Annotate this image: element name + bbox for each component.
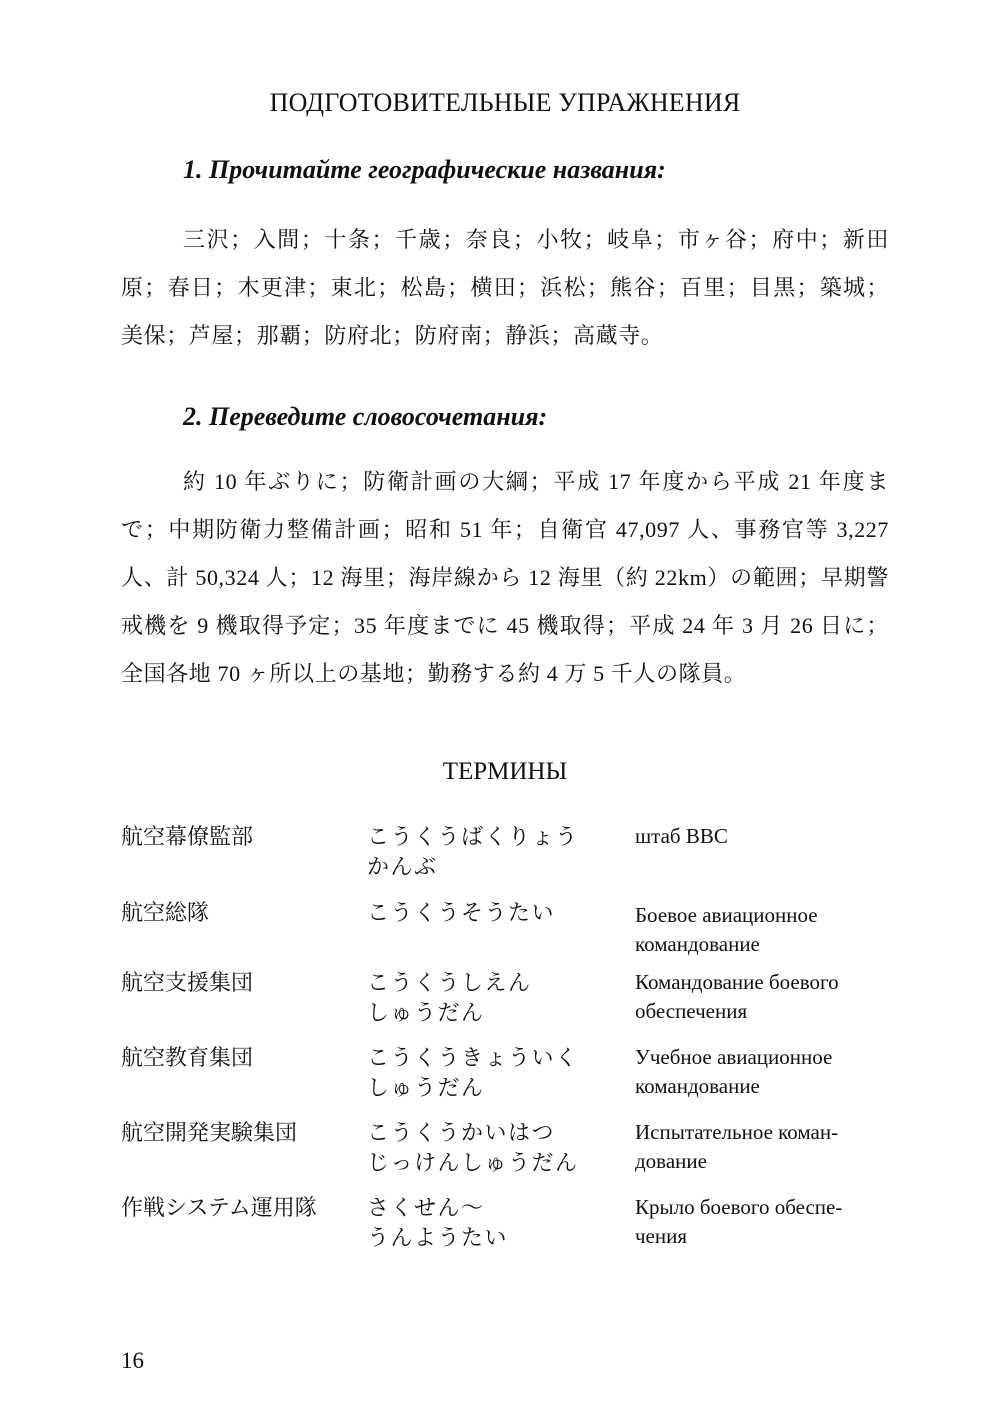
term-row [121, 1118, 901, 1178]
term-row [121, 1043, 901, 1103]
term-row [121, 1193, 901, 1253]
page-title: ПОДГОТОВИТЕЛЬНЫЕ УПРАЖНЕНИЯ [269, 88, 741, 117]
term-translation: Боевое авиационное командование [635, 903, 818, 956]
exercise-2-heading: 2. Переведите словосочетания: [183, 402, 548, 431]
term-translation: Учебное авиационное командование [635, 1045, 833, 1098]
term-kanji: 航空総隊 [121, 900, 210, 925]
page-number: 16 [121, 1348, 144, 1373]
term-kanji: 航空幕僚監部 [121, 824, 254, 849]
exercise-1-heading: 1. Прочитайте географические названия: [183, 155, 666, 184]
term-reading: こうくうばくりょう かんぶ [367, 824, 579, 879]
terms-heading: ТЕРМИНЫ [442, 758, 568, 785]
term-reading: こうくうきょういく しゅうだん [367, 1045, 579, 1100]
term-kanji: 航空教育集団 [121, 1045, 254, 1070]
term-row [121, 822, 901, 882]
exercise-1-text: 三沢；入間；十条；千歳；奈良；小牧；岐阜；市ヶ谷；府中；新田原；春日；木更津；東北；松島；横田；浜松；熊谷；百里；目黒；築城；美保；芦屋；那覇；防府北；防府南；静浜；高蔵寺。 [121, 227, 889, 348]
term-translation: Испытательное коман- дование [635, 1120, 839, 1173]
term-reading: こうくうかいはつ じっけんしゅうだん [367, 1120, 579, 1175]
terms-table [121, 822, 901, 1253]
term-reading: さくせん〜 うんようたい [367, 1195, 509, 1250]
term-row [121, 898, 901, 959]
term-translation: Командование боевого обеспечения [635, 970, 839, 1023]
term-translation: Крыло боевого обеспе- чения [635, 1195, 843, 1248]
term-row [121, 968, 901, 1028]
term-kanji: 航空支援集団 [121, 970, 254, 995]
term-reading: こうくうしえん しゅうだん [367, 970, 532, 1025]
term-translation: штаб ВВС [635, 824, 728, 848]
term-kanji: 航空開発実験集団 [121, 1120, 298, 1145]
term-kanji: 作戦システム運用隊 [121, 1195, 317, 1220]
term-reading: こうくうそうたい [367, 900, 556, 925]
exercise-2-text: 約 10 年ぶりに；防衛計画の大綱；平成 17 年度から平成 21 年度まで；中期防衛力整備計画；昭和 51 年；自衛官 47,097 人、事務官等 3,227 人、計 50,324 人；12 海里；海岸線から 12 海里（約 22km）の範囲；早期警戒機を 9 機取得予定；35 年度までに 45 機取得；平成 24 年 3 月 26 日に；全国各地 70 ヶ所以上の基地；勤務する約 4 万 5 千人の隊員。 [121, 469, 889, 686]
